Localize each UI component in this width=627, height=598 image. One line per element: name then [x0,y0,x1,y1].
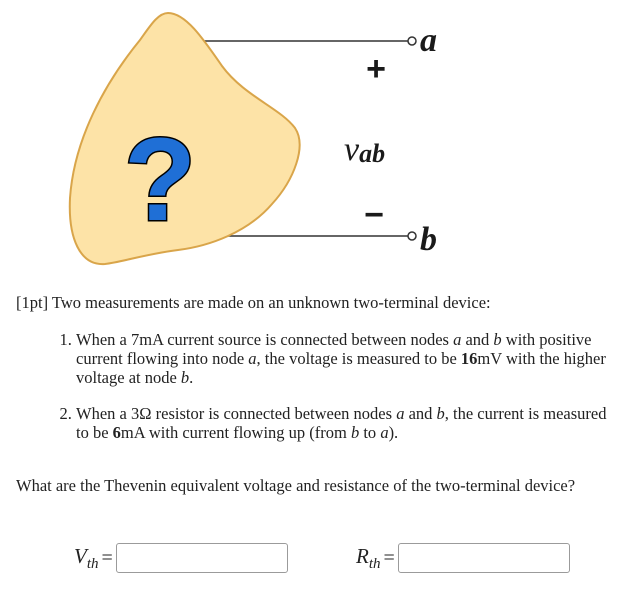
rth-label: $R_{th}$ [356,543,381,572]
terminal-b-node [408,232,416,240]
points-tag: [1pt] [16,293,49,312]
rth-input[interactable] [398,543,570,573]
voltage-label [344,131,385,168]
intro-sentence: Two measurements are made on an unknown two-terminal device: [48,293,491,312]
question-text: What are the Thevenin equivalent voltage and resistance of the two-terminal device? [16,476,576,495]
measurement-list [58,330,616,459]
voltage-symbol: v [344,131,360,168]
vth-input[interactable] [116,543,288,573]
terminal-b-label: b [420,221,437,258]
rth-equals: = [383,546,395,569]
question-mark-glyph: ? [123,114,197,246]
vth-equals: = [101,546,113,569]
vth-answer-row [74,540,288,576]
vth-label: $V_{th}$ [74,543,99,572]
measurement-item-1: 1. When a 7mA current source is connected between nodes a and b with positive current flowing into node a, the voltage is measured to be 16mV with the higher voltage at node b. [76,330,616,387]
terminal-a-node [408,37,416,45]
voltage-subscript: ab [359,139,386,168]
minus-sign: − [364,196,384,234]
terminal-a-label: a [420,22,437,59]
measurement-item-2: 2. When a 3Ω resistor is connected between nodes a and b, the current is measured to be 6mA with current flowing up (from b to a). [76,404,616,442]
plus-sign: + [366,50,386,88]
device-diagram [0,0,627,290]
intro-text [16,293,491,313]
rth-answer-row [356,540,570,576]
